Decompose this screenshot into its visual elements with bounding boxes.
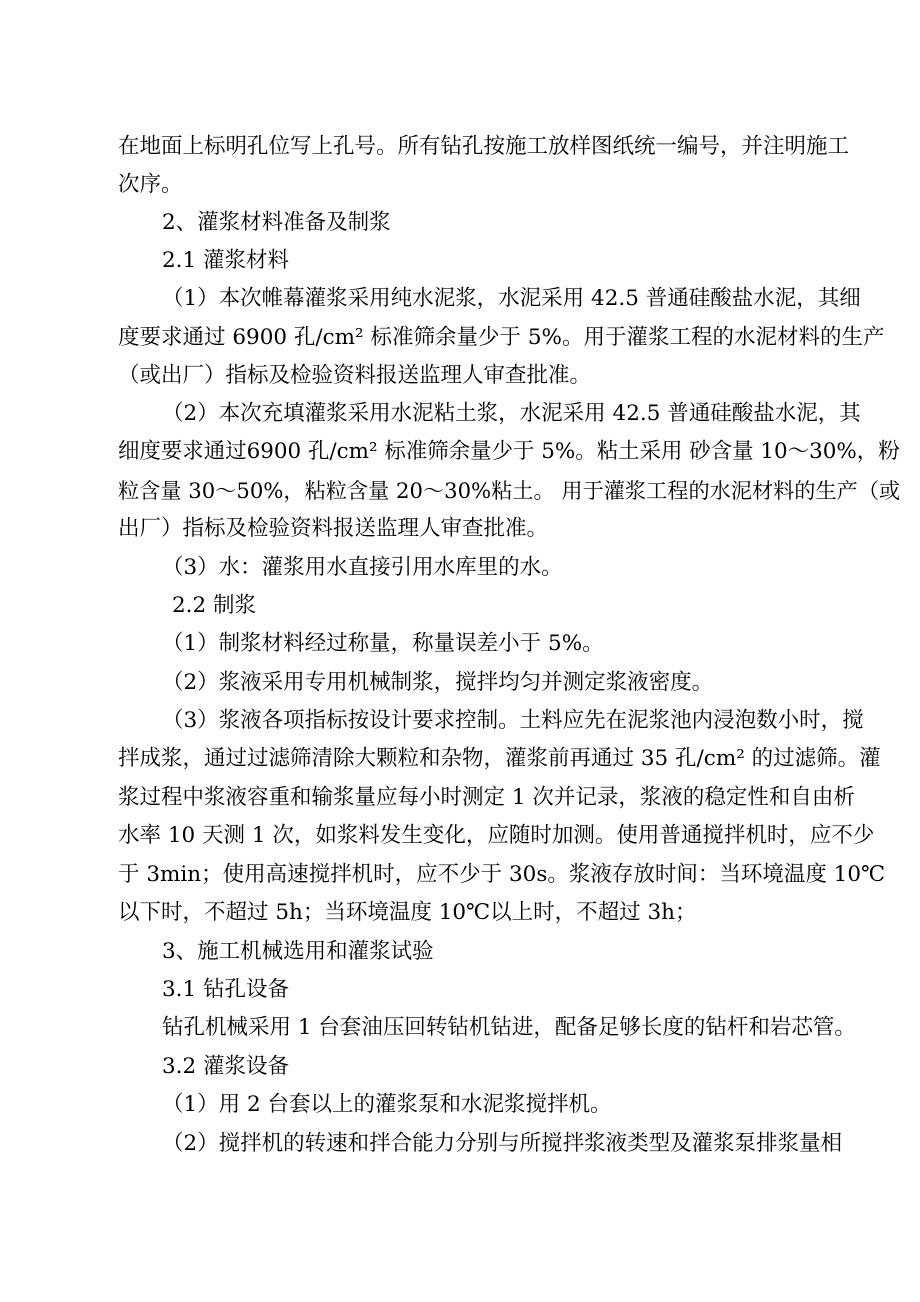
text-line: 于 3min；使用高速搅拌机时，应不少于 30s。浆液存放时间：当环境温度 10℃ [118,862,886,887]
text-line: 出厂）指标及检验资料报送监理人审查批准。 [118,516,549,541]
text-line: 拌成浆，通过过滤筛清除大颗粒和杂物，灌浆前再通过 35 孔/cm² 的过滤筛。灌 [118,746,881,771]
text-line: （1）用 2 台套以上的灌浆泵和水泥浆搅拌机。 [162,1092,612,1117]
text-line: （1）本次帷幕灌浆采用纯水泥浆，水泥采用 42.5 普通硅酸盐水泥，其细 [162,286,861,311]
text-line: （2）搅拌机的转速和拌合能力分别与所搅拌浆液类型及灌浆泵排浆量相 [162,1131,843,1156]
text-line: 以下时，不超过 5h；当环境温度 10℃以上时，不超过 3h； [118,900,697,925]
subsection-heading: 3.1 钻孔设备 [162,977,290,1002]
text-line: （1）制浆材料经过称量，称量误差小于 5%。 [162,631,604,656]
text-line: 浆过程中浆液容重和输浆量应每小时测定 1 次并记录，浆液的稳定性和自由析 [118,785,855,810]
section-heading: 3、施工机械选用和灌浆试验 [162,939,434,964]
text-line: （2）浆液采用专用机械制浆，搅拌均匀并测定浆液密度。 [162,670,714,695]
text-line: 水率 10 天测 1 次，如浆料发生变化，应随时加测。使用普通搅拌机时，应不少 [118,823,875,848]
text-line: （或出厂）指标及检验资料报送监理人审查批准。 [118,363,592,388]
text-line: （2）本次充填灌浆采用水泥粘土浆，水泥采用 42.5 普通硅酸盐水泥，其 [162,401,861,426]
text-line: （3）水：灌浆用水直接引用水库里的水。 [162,555,563,580]
subsection-heading: 2.1 灌浆材料 [162,248,290,273]
subsection-heading: 3.2 灌浆设备 [162,1054,290,1079]
text-line: 次序。 [118,172,183,197]
text-line: 钻孔机械采用 1 台套油压回转钻机钻进，配备足够长度的钻杆和岩芯管。 [162,1015,856,1040]
section-heading: 2、灌浆材料准备及制浆 [162,210,391,235]
text-line: （3）浆液各项指标按设计要求控制。土料应先在泥浆池内浸泡数小时，搅 [162,708,864,733]
text-line: 在地面上标明孔位写上孔号。所有钻孔按施工放样图纸统一编号，并注明施工 [118,134,850,159]
text-line: 细度要求通过6900 孔/cm² 标准筛余量少于 5%。粘土采用 砂含量 10～30%，粉 [118,439,900,464]
text-line: 粒含量 30～50%，粘粒含量 20～30%粘土。 用于灌浆工程的水泥材料的生产（或 [118,478,901,503]
subsection-heading: 2.2 制浆 [172,593,257,618]
text-line: 度要求通过 6900 孔/cm² 标准筛余量少于 5%。用于灌浆工程的水泥材料的生产 [118,325,885,350]
